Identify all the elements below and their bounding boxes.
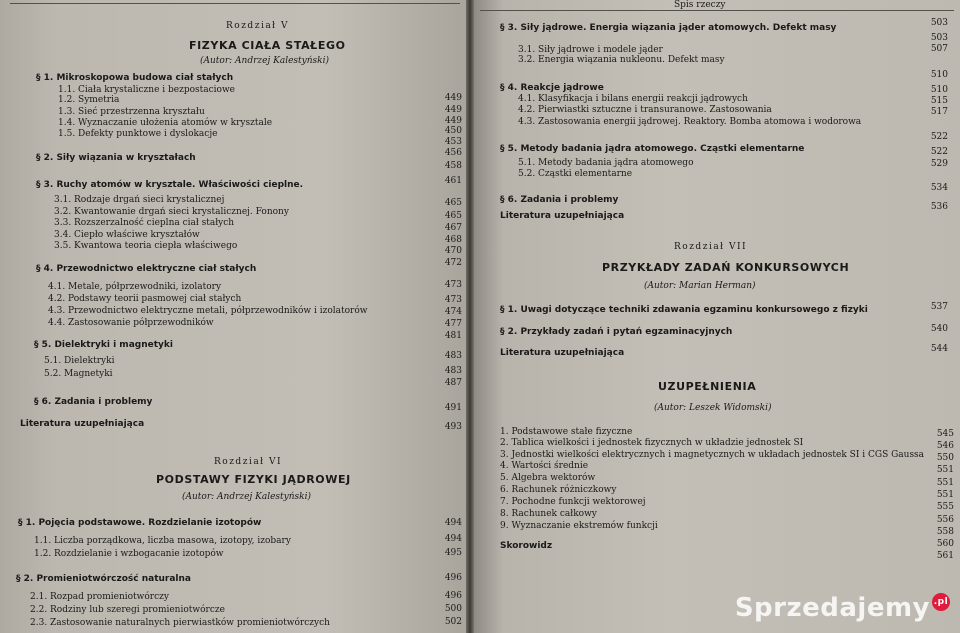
page-number: 522 xyxy=(930,147,948,157)
page-number: 494 xyxy=(444,534,462,544)
page-number: 536 xyxy=(930,202,948,212)
page-number: 465 xyxy=(444,211,462,221)
subsection: 3.4. Ciepło właściwe kryształów xyxy=(54,230,200,240)
left-page xyxy=(0,0,466,633)
header-rule xyxy=(10,3,460,4)
list-item: 7. Pochodne funkcji wektorowej xyxy=(500,497,646,507)
page-number: 540 xyxy=(930,324,948,334)
page-number: 483 xyxy=(444,366,462,376)
subsection: 3.2. Energia wiązania nukleonu. Defekt masy xyxy=(518,55,725,65)
page-number: 450 xyxy=(444,126,462,136)
list-item: 3. Jednostki wielkości elektrycznych i magnetycznych w układach jednostek SI i CGS Gaussa xyxy=(500,450,925,460)
page-number: 560 xyxy=(936,539,954,549)
page-number: 461 xyxy=(444,176,462,186)
chapter-title: FIZYKA CIAŁA STAŁEGO xyxy=(189,39,346,52)
page-number: 495 xyxy=(444,548,462,558)
section-heading: § 1. Uwagi dotyczące techniki zdawania egzaminu konkursowego z fizyki xyxy=(500,305,868,315)
subsection: 1.5. Defekty punktowe i dyslokacje xyxy=(58,129,218,139)
section-heading: § 6. Zadania i problemy xyxy=(34,397,153,407)
subsection: 5.1. Metody badania jądra atomowego xyxy=(518,158,694,168)
page-number: 472 xyxy=(444,258,462,268)
subsection: 4.3. Przewodnictwo elektryczne metali, półprzewodników i izolatorów xyxy=(48,306,368,316)
page-number: 449 xyxy=(444,93,462,103)
section-heading: § 3. Siły jądrowe. Energia wiązania jąder atomowych. Defekt masy xyxy=(500,23,837,33)
chapter-author: (Autor: Andrzej Kalestyński) xyxy=(182,492,311,502)
page-number: 473 xyxy=(444,295,462,305)
page-number: 507 xyxy=(930,44,948,54)
subsection: 4.2. Pierwiastki sztuczne i transuranowe. Zastosowania xyxy=(518,105,772,115)
subsection: 3.3. Rozszerzalność cieplna ciał stałych xyxy=(54,218,235,228)
right-page xyxy=(474,0,960,633)
subsection: 1.4. Wyznaczanie ułożenia atomów w krysztale xyxy=(58,118,273,128)
subsection: 4.2. Podstawy teorii pasmowej ciał stałych xyxy=(48,294,242,304)
subsection: 5.1. Dielektryki xyxy=(44,356,115,366)
page-number: 551 xyxy=(936,490,954,500)
watermark xyxy=(735,593,950,623)
chapter-author: (Autor: Andrzej Kalestyński) xyxy=(200,56,329,66)
running-header: Spis rzeczy xyxy=(674,0,726,10)
page-number: 556 xyxy=(936,515,954,525)
page-number: 529 xyxy=(930,159,948,169)
page-number: 561 xyxy=(936,551,954,561)
subsection: 4.1. Metale, półprzewodniki, izolatory xyxy=(48,282,222,292)
section-heading: Literatura uzupełniająca xyxy=(500,348,625,358)
section-heading: § 4. Reakcje jądrowe xyxy=(500,83,604,93)
chapter-label: Rozdział VII xyxy=(674,242,748,252)
page-number: 468 xyxy=(444,235,462,245)
page-number: 477 xyxy=(444,319,462,329)
section-heading: § 2. Przykłady zadań i pytań egzaminacyjnych xyxy=(500,327,733,337)
watermark-text: Sprzedajemy xyxy=(734,593,930,623)
chapter-title: PRZYKŁADY ZADAŃ KONKURSOWYCH xyxy=(602,261,850,274)
list-item: 2. Tablica wielkości i jednostek fizycznych w układzie jednostek SI xyxy=(500,438,804,448)
page-number: 537 xyxy=(930,302,948,312)
list-item: 9. Wyznaczanie ekstremów funkcji xyxy=(500,521,658,531)
page-number: 500 xyxy=(444,604,462,614)
subsection: 1.2. Symetria xyxy=(58,95,120,105)
section-heading: Skorowidz xyxy=(500,541,553,551)
page-number: 470 xyxy=(444,246,462,256)
page-number: 522 xyxy=(930,132,948,142)
page-number: 496 xyxy=(444,591,462,601)
page-number: 551 xyxy=(936,465,954,475)
page-number: 467 xyxy=(444,223,462,233)
book-gutter xyxy=(466,0,474,633)
section-heading: § 2. Siły wiązania w kryształach xyxy=(36,153,196,163)
list-item: 5. Algebra wektorów xyxy=(500,473,596,483)
subsection: 1.1. Liczba porządkowa, liczba masowa, izotopy, izobary xyxy=(34,536,291,546)
section-heading: § 2. Promieniotwórczość naturalna xyxy=(16,574,191,584)
list-item: 4. Wartości średnie xyxy=(500,461,589,471)
subsection: 4.4. Zastosowanie półprzewodników xyxy=(48,318,214,328)
subsection: 1.3. Sieć przestrzenna kryształu xyxy=(58,107,205,117)
section-heading: § 1. Mikroskopowa budowa ciał stałych xyxy=(36,73,234,83)
subsection: 1.1. Ciała krystaliczne i bezpostaciowe xyxy=(58,85,235,95)
page-number: 551 xyxy=(936,478,954,488)
page-number: 558 xyxy=(936,527,954,537)
page-number: 456 xyxy=(444,148,462,158)
subsection: 4.3. Zastosowania energii jądrowej. Reaktory. Bomba atomowa i wodorowa xyxy=(518,117,862,127)
section-heading: § 5. Dielektryki i magnetyki xyxy=(34,340,173,350)
section-heading: § 5. Metody badania jądra atomowego. Cząstki elementarne xyxy=(500,144,805,154)
page-number: 483 xyxy=(444,351,462,361)
chapter-author: (Autor: Marian Herman) xyxy=(644,281,756,291)
page-number: 534 xyxy=(930,183,948,193)
page-number: 494 xyxy=(444,518,462,528)
page-number: 517 xyxy=(930,107,948,117)
page-number: 502 xyxy=(444,617,462,627)
subsection: 3.1. Rodzaje drgań sieci krystalicznej xyxy=(54,195,225,205)
section-heading: § 6. Zadania i problemy xyxy=(500,195,619,205)
list-item: 6. Rachunek różniczkowy xyxy=(500,485,617,495)
page-number: 496 xyxy=(444,573,462,583)
page-number: 503 xyxy=(930,18,948,28)
page-number: 546 xyxy=(936,441,954,451)
page-number: 491 xyxy=(444,403,462,413)
chapter-label: Rozdział VI xyxy=(214,457,283,467)
page-number: 449 xyxy=(444,105,462,115)
page-number: 473 xyxy=(444,280,462,290)
section-heading: § 1. Pojęcia podstawowe. Rozdzielanie izotopów xyxy=(18,518,262,528)
page-number: 510 xyxy=(930,85,948,95)
subsection: 4.1. Klasyfikacja i bilans energii reakcji jądrowych xyxy=(518,94,748,104)
page-number: 503 xyxy=(930,33,948,43)
subsection: 5.2. Cząstki elementarne xyxy=(518,169,633,179)
section-heading: Literatura uzupełniająca xyxy=(20,419,145,429)
subsection: 3.2. Kwantowanie drgań sieci krystalicznej. Fonony xyxy=(54,207,289,217)
chapter-author: (Autor: Leszek Widomski) xyxy=(654,403,772,413)
page-number: 449 xyxy=(444,116,462,126)
header-rule xyxy=(480,10,954,11)
page-number: 465 xyxy=(444,198,462,208)
list-item: 1. Podstawowe stałe fizyczne xyxy=(500,427,633,437)
subsection: 3.1. Siły jądrowe i modele jąder xyxy=(518,45,663,55)
page-number: 510 xyxy=(930,70,948,80)
watermark-badge-icon: .pl xyxy=(932,593,950,611)
subsection: 2.3. Zastosowanie naturalnych pierwiastków promieniotwórczych xyxy=(30,618,330,628)
page-number: 545 xyxy=(936,429,954,439)
subsection: 3.5. Kwantowa teoria ciepła właściwego xyxy=(54,241,238,251)
page-number: 474 xyxy=(444,307,462,317)
page-number: 544 xyxy=(930,344,948,354)
subsection: 2.1. Rozpad promieniotwórczy xyxy=(30,592,169,602)
subsection: 5.2. Magnetyki xyxy=(44,369,113,379)
chapter-label: Rozdział V xyxy=(226,21,289,31)
page-number: 555 xyxy=(936,502,954,512)
subsection: 2.2. Rodziny lub szeregi promieniotwórcze xyxy=(30,605,225,615)
list-item: 8. Rachunek całkowy xyxy=(500,509,597,519)
page-number: 550 xyxy=(936,453,954,463)
subsection: 1.2. Rozdzielanie i wzbogacanie izotopów xyxy=(34,549,224,559)
chapter-title: PODSTAWY FIZYKI JĄDROWEJ xyxy=(156,473,351,486)
section-heading: Literatura uzupełniająca xyxy=(500,211,625,221)
page-number: 487 xyxy=(444,378,462,388)
page-number: 515 xyxy=(930,96,948,106)
page-number: 481 xyxy=(444,331,462,341)
page-number: 493 xyxy=(444,422,462,432)
page-number: 458 xyxy=(444,161,462,171)
section-heading: § 4. Przewodnictwo elektryczne ciał stałych xyxy=(36,264,257,274)
page-number: 453 xyxy=(444,137,462,147)
chapter-title: UZUPEŁNIENIA xyxy=(658,380,757,393)
section-heading: § 3. Ruchy atomów w krysztale. Właściwości cieplne. xyxy=(36,180,304,190)
